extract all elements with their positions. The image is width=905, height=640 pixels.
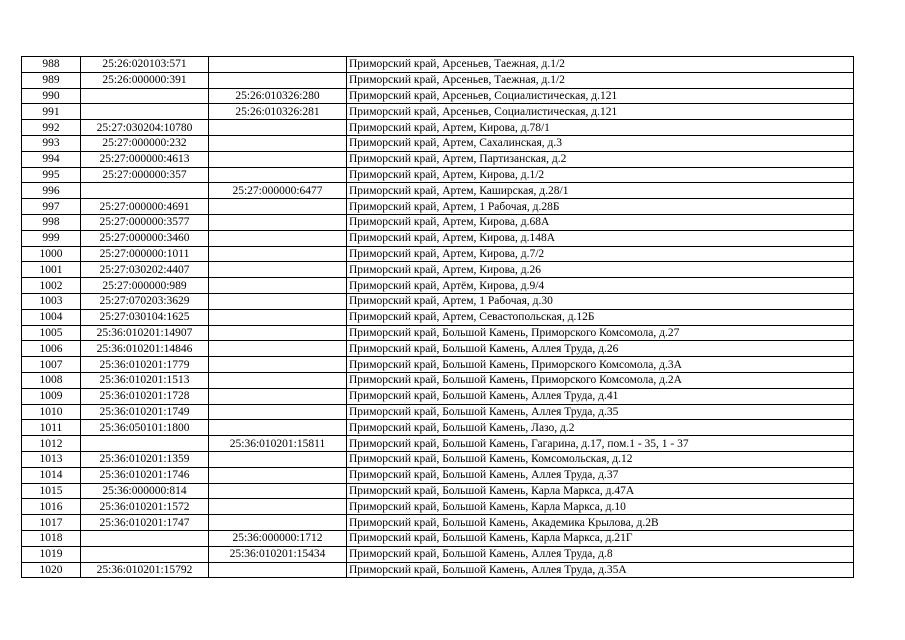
- cadastral-number-cell-a: 25:26:000000:391: [81, 72, 209, 88]
- row-number-cell: 998: [22, 214, 81, 230]
- address-cell: Приморский край, Артем, Кирова, д.26: [347, 262, 854, 278]
- row-number-cell: 996: [22, 183, 81, 199]
- address-cell: Приморский край, Большой Камень, Приморского Комсомола, д.2А: [347, 372, 854, 388]
- cadastral-number-cell-b: [209, 293, 347, 309]
- address-cell: Приморский край, Большой Камень, Аллея Труда, д.35А: [347, 562, 854, 578]
- table-row: [22, 341, 854, 357]
- table-row: [22, 515, 854, 531]
- cadastral-number-cell-a: 25:36:000000:814: [81, 483, 209, 499]
- address-cell: Приморский край, Большой Камень, Аллея Труда, д.35: [347, 404, 854, 420]
- cadastral-number-cell-a: [81, 546, 209, 562]
- table-row: [22, 467, 854, 483]
- cadastral-number-cell-a: [81, 530, 209, 546]
- row-number-cell: 1000: [22, 246, 81, 262]
- row-number-cell: 1002: [22, 278, 81, 294]
- table-row: [22, 278, 854, 294]
- registry-table-body: [22, 57, 854, 578]
- address-cell: Приморский край, Большой Камень, Аллея Труда, д.8: [347, 546, 854, 562]
- row-number-cell: 999: [22, 230, 81, 246]
- row-number-cell: 1014: [22, 467, 81, 483]
- cadastral-number-cell-b: 25:36:010201:15811: [209, 436, 347, 452]
- cadastral-number-cell-b: 25:26:010326:281: [209, 104, 347, 120]
- cadastral-number-cell-a: 25:27:000000:4613: [81, 151, 209, 167]
- address-cell: Приморский край, Большой Камень, Гагарина, д.17, пом.1 - 35, 1 - 37: [347, 436, 854, 452]
- address-cell: Приморский край, Большой Камень, Лазо, д.2: [347, 420, 854, 436]
- table-row: [22, 120, 854, 136]
- address-cell: Приморский край, Артем, Кирова, д.68А: [347, 214, 854, 230]
- row-number-cell: 989: [22, 72, 81, 88]
- row-number-cell: 994: [22, 151, 81, 167]
- row-number-cell: 1009: [22, 388, 81, 404]
- cadastral-number-cell-b: [209, 499, 347, 515]
- address-cell: Приморский край, Арсеньев, Таежная, д.1/2: [347, 72, 854, 88]
- cadastral-number-cell-b: [209, 515, 347, 531]
- row-number-cell: 1001: [22, 262, 81, 278]
- address-cell: Приморский край, Большой Камень, Карла Маркса, д.47А: [347, 483, 854, 499]
- cadastral-number-cell-b: [209, 72, 347, 88]
- address-cell: Приморский край, Большой Камень, Аллея Труда, д.26: [347, 341, 854, 357]
- cadastral-number-cell-a: 25:27:030104:1625: [81, 309, 209, 325]
- address-cell: Приморский край, Артем, Кирова, д.1/2: [347, 167, 854, 183]
- row-number-cell: 1013: [22, 451, 81, 467]
- table-row: [22, 325, 854, 341]
- cadastral-number-cell-a: [81, 104, 209, 120]
- cadastral-number-cell-a: 25:36:010201:14907: [81, 325, 209, 341]
- row-number-cell: 1011: [22, 420, 81, 436]
- cadastral-number-cell-a: 25:36:010201:1513: [81, 372, 209, 388]
- cadastral-number-cell-b: [209, 388, 347, 404]
- cadastral-number-cell-a: 25:27:000000:232: [81, 135, 209, 151]
- cadastral-number-cell-b: [209, 57, 347, 73]
- row-number-cell: 1005: [22, 325, 81, 341]
- table-row: [22, 562, 854, 578]
- cadastral-number-cell-a: 25:27:000000:357: [81, 167, 209, 183]
- row-number-cell: 1010: [22, 404, 81, 420]
- row-number-cell: 1017: [22, 515, 81, 531]
- cadastral-number-cell-a: 25:36:010201:1749: [81, 404, 209, 420]
- table-row: [22, 404, 854, 420]
- cadastral-number-cell-b: [209, 151, 347, 167]
- cadastral-number-cell-a: 25:27:030204:10780: [81, 120, 209, 136]
- row-number-cell: 992: [22, 120, 81, 136]
- address-cell: Приморский край, Большой Камень, Карла Маркса, д.21Г: [347, 530, 854, 546]
- cadastral-number-cell-a: 25:27:000000:4691: [81, 199, 209, 215]
- cadastral-number-cell-b: [209, 357, 347, 373]
- table-row: [22, 151, 854, 167]
- row-number-cell: 991: [22, 104, 81, 120]
- table-row: [22, 357, 854, 373]
- table-row: [22, 72, 854, 88]
- cadastral-number-cell-b: [209, 167, 347, 183]
- address-cell: Приморский край, Артем, 1 Рабочая, д.30: [347, 293, 854, 309]
- table-row: [22, 104, 854, 120]
- address-cell: Приморский край, Арсеньев, Социалистическая, д.121: [347, 88, 854, 104]
- table-row: [22, 183, 854, 199]
- table-row: [22, 546, 854, 562]
- table-row: [22, 57, 854, 73]
- table-row: [22, 88, 854, 104]
- row-number-cell: 1020: [22, 562, 81, 578]
- cadastral-number-cell-a: 25:27:000000:3577: [81, 214, 209, 230]
- row-number-cell: 1006: [22, 341, 81, 357]
- cadastral-number-cell-b: [209, 135, 347, 151]
- cadastral-number-cell-b: [209, 372, 347, 388]
- cadastral-number-cell-b: 25:26:010326:280: [209, 88, 347, 104]
- cadastral-number-cell-b: [209, 230, 347, 246]
- table-row: [22, 530, 854, 546]
- row-number-cell: 1016: [22, 499, 81, 515]
- address-cell: Приморский край, Артем, Партизанская, д.2: [347, 151, 854, 167]
- row-number-cell: 1018: [22, 530, 81, 546]
- row-number-cell: 990: [22, 88, 81, 104]
- registry-table: [21, 56, 854, 578]
- address-cell: Приморский край, Артем, 1 Рабочая, д.28Б: [347, 199, 854, 215]
- cadastral-number-cell-a: 25:27:030202:4407: [81, 262, 209, 278]
- address-cell: Приморский край, Артём, Кирова, д.9/4: [347, 278, 854, 294]
- row-number-cell: 997: [22, 199, 81, 215]
- cadastral-number-cell-b: [209, 467, 347, 483]
- cadastral-number-cell-a: 25:36:050101:1800: [81, 420, 209, 436]
- table-row: [22, 451, 854, 467]
- row-number-cell: 1004: [22, 309, 81, 325]
- address-cell: Приморский край, Большой Камень, Аллея Труда, д.37: [347, 467, 854, 483]
- address-cell: Приморский край, Большой Камень, Комсомольская, д.12: [347, 451, 854, 467]
- cadastral-number-cell-a: 25:27:070203:3629: [81, 293, 209, 309]
- address-cell: Приморский край, Артем, Кирова, д.7/2: [347, 246, 854, 262]
- address-cell: Приморский край, Артем, Кирова, д.148А: [347, 230, 854, 246]
- address-cell: Приморский край, Артем, Кирова, д.78/1: [347, 120, 854, 136]
- cadastral-number-cell-b: [209, 278, 347, 294]
- cadastral-number-cell-b: [209, 341, 347, 357]
- cadastral-number-cell-a: 25:36:010201:14846: [81, 341, 209, 357]
- table-row: [22, 372, 854, 388]
- address-cell: Приморский край, Большой Камень, Приморского Комсомола, д.27: [347, 325, 854, 341]
- address-cell: Приморский край, Арсеньев, Социалистическая, д.121: [347, 104, 854, 120]
- cadastral-number-cell-a: 25:27:000000:1011: [81, 246, 209, 262]
- cadastral-number-cell-a: 25:36:010201:1359: [81, 451, 209, 467]
- cadastral-number-cell-a: 25:27:000000:989: [81, 278, 209, 294]
- address-cell: Приморский край, Артем, Сахалинская, д.3: [347, 135, 854, 151]
- table-row: [22, 230, 854, 246]
- cadastral-number-cell-b: [209, 451, 347, 467]
- table-row: [22, 436, 854, 452]
- cadastral-number-cell-a: [81, 436, 209, 452]
- cadastral-number-cell-b: [209, 214, 347, 230]
- row-number-cell: 1003: [22, 293, 81, 309]
- address-cell: Приморский край, Большой Камень, Академика Крылова, д.2В: [347, 515, 854, 531]
- cadastral-number-cell-b: 25:36:010201:15434: [209, 546, 347, 562]
- cadastral-number-cell-a: 25:36:010201:1572: [81, 499, 209, 515]
- cadastral-number-cell-a: 25:26:020103:571: [81, 57, 209, 73]
- address-cell: Приморский край, Артем, Севастопольская, д.12Б: [347, 309, 854, 325]
- cadastral-number-cell-b: 25:27:000000:6477: [209, 183, 347, 199]
- table-row: [22, 246, 854, 262]
- table-row: [22, 293, 854, 309]
- cadastral-number-cell-b: [209, 120, 347, 136]
- address-cell: Приморский край, Арсеньев, Таежная, д.1/2: [347, 57, 854, 73]
- cadastral-number-cell-a: 25:36:010201:1746: [81, 467, 209, 483]
- cadastral-number-cell-a: 25:36:010201:15792: [81, 562, 209, 578]
- table-row: [22, 167, 854, 183]
- table-row: [22, 420, 854, 436]
- address-cell: Приморский край, Большой Камень, Аллея Труда, д.41: [347, 388, 854, 404]
- row-number-cell: 1008: [22, 372, 81, 388]
- cadastral-number-cell-a: [81, 88, 209, 104]
- table-row: [22, 483, 854, 499]
- cadastral-number-cell-a: 25:36:010201:1747: [81, 515, 209, 531]
- table-row: [22, 388, 854, 404]
- cadastral-number-cell-b: [209, 420, 347, 436]
- cadastral-number-cell-b: [209, 562, 347, 578]
- row-number-cell: 1007: [22, 357, 81, 373]
- row-number-cell: 993: [22, 135, 81, 151]
- address-cell: Приморский край, Артем, Каширская, д.28/1: [347, 183, 854, 199]
- cadastral-number-cell-b: [209, 199, 347, 215]
- cadastral-number-cell-b: [209, 325, 347, 341]
- row-number-cell: 988: [22, 57, 81, 73]
- cadastral-number-cell-a: 25:36:010201:1779: [81, 357, 209, 373]
- cadastral-number-cell-b: [209, 404, 347, 420]
- table-row: [22, 214, 854, 230]
- row-number-cell: 1015: [22, 483, 81, 499]
- cadastral-number-cell-a: 25:36:010201:1728: [81, 388, 209, 404]
- table-row: [22, 199, 854, 215]
- table-row: [22, 499, 854, 515]
- cadastral-number-cell-b: [209, 262, 347, 278]
- address-cell: Приморский край, Большой Камень, Карла Маркса, д.10: [347, 499, 854, 515]
- cadastral-number-cell-b: 25:36:000000:1712: [209, 530, 347, 546]
- row-number-cell: 1019: [22, 546, 81, 562]
- table-row: [22, 309, 854, 325]
- table-row: [22, 262, 854, 278]
- cadastral-number-cell-a: 25:27:000000:3460: [81, 230, 209, 246]
- row-number-cell: 1012: [22, 436, 81, 452]
- row-number-cell: 995: [22, 167, 81, 183]
- cadastral-number-cell-b: [209, 483, 347, 499]
- cadastral-number-cell-b: [209, 309, 347, 325]
- cadastral-number-cell-a: [81, 183, 209, 199]
- cadastral-number-cell-b: [209, 246, 347, 262]
- address-cell: Приморский край, Большой Камень, Приморского Комсомола, д.3А: [347, 357, 854, 373]
- table-row: [22, 135, 854, 151]
